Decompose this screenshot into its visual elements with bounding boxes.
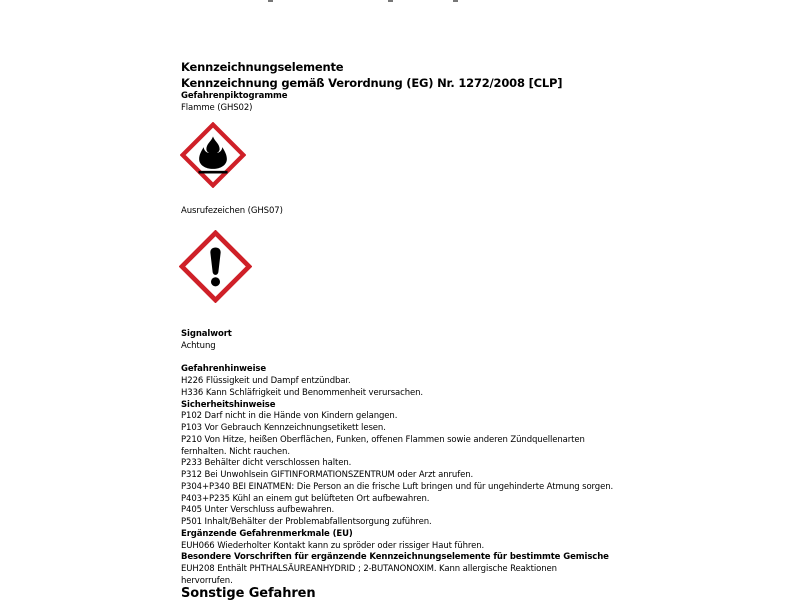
text-line: P102 Darf nicht in die Hände von Kindern gelangen. (181, 411, 398, 422)
text-line: Achtung (181, 340, 216, 351)
text-line: P233 Behälter dicht verschlossen halten. (181, 458, 352, 469)
text-line: Sicherheitshinweise (181, 399, 276, 410)
text-line: P210 Von Hitze, heißen Oberflächen, Funken, offenen Flammen sowie anderen Zündquellenarten (181, 434, 585, 445)
ghs02-flame-pictogram (180, 122, 246, 188)
text-line: Ergänzende Gefahrenmerkmale (EU) (181, 528, 353, 539)
text-line: EUH066 Wiederholter Kontakt kann zu spröder oder rissiger Haut führen. (181, 540, 485, 551)
text-line: P304+P340 BEI EINATMEN: Die Person an die frische Luft bringen und für ungehinderte Atmung sorgen. (181, 481, 614, 492)
text-line: P405 Unter Verschluss aufbewahren. (181, 505, 335, 516)
ghs-flame-icon (180, 122, 246, 188)
clipped-header-fragment (268, 0, 273, 2)
text-line: Gefahrenhinweise (181, 364, 267, 375)
clipped-header-fragment (388, 0, 393, 2)
text-line: H226 Flüssigkeit und Dampf entzündbar. (181, 376, 351, 386)
exclamation-pictogram-label: Ausrufezeichen (GHS07) (181, 206, 283, 216)
text-line: P103 Vor Gebrauch Kennzeichnungsetikett lesen. (181, 423, 386, 433)
statements-block (181, 329, 613, 600)
clipped-header-fragment (453, 0, 458, 2)
text-line: P501 Inhalt/Behälter der Problemabfallentsorgung zuführen. (181, 517, 432, 527)
text-line: Sonstige Gefahren (181, 585, 316, 600)
ghs07-exclamation-pictogram (179, 230, 252, 303)
ghs-exclamation-icon (179, 230, 252, 303)
text-line: P403+P235 Kühl an einem gut belüfteten Ort aufbewahren. (181, 493, 430, 504)
pictograms-heading: Gefahrenpiktogramme (181, 91, 288, 101)
text-line: hervorrufen. (181, 575, 233, 586)
labelling-section-header (181, 61, 562, 114)
section-title: Kennzeichnungselemente (181, 60, 344, 74)
text-line: Signalwort (181, 329, 232, 339)
text-line: Besondere Vorschriften für ergänzende Kennzeichnungselemente für bestimmte Gemische (181, 552, 609, 563)
text-line: EUH208 Enthält PHTHALSÄUREANHYDRID ; 2-BUTANONOXIM. Kann allergische Reaktionen (181, 564, 557, 574)
text-line: H336 Kann Schläfrigkeit und Benommenheit verursachen. (181, 387, 424, 398)
flame-pictogram-label: Flamme (GHS02) (181, 102, 253, 113)
text-line: fernhalten. Nicht rauchen. (181, 446, 290, 457)
text-line (181, 353, 613, 365)
text-line: P312 Bei Unwohlsein GIFTINFORMATIONSZENTRUM oder Arzt anrufen. (181, 470, 474, 480)
clp-regulation-subtitle: Kennzeichnung gemäß Verordnung (EG) Nr. 1272/2008 [CLP] (181, 75, 563, 90)
